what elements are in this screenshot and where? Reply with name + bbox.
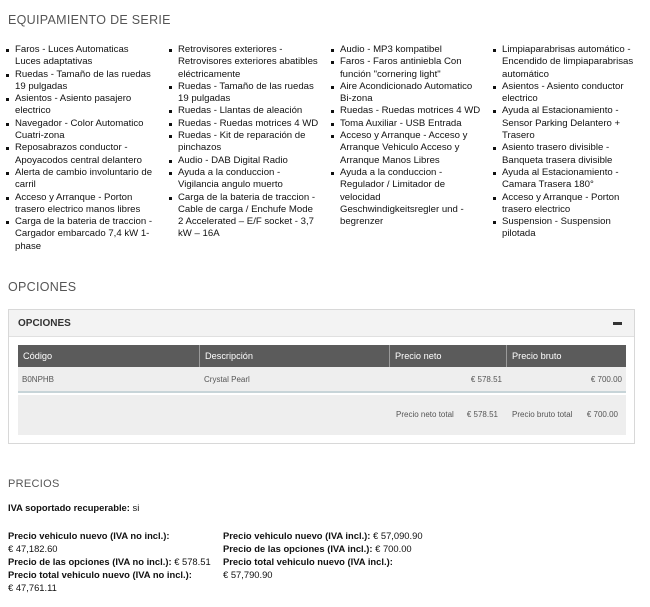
column-header-gross-price: Precio bruto	[506, 345, 626, 367]
equipment-item: Ayuda al Estacionamiento - Sensor Parking Delantero + Trasero	[493, 105, 643, 142]
equipment-item: Carga de la bateria de traccion - Cargador embarcado 7,4 kW 1-phase	[6, 216, 156, 253]
equipment-item: Ayuda al Estacionamiento - Camara Trasera 180°	[493, 167, 643, 192]
options-price-net-label: Precio de las opciones (IVA no incl.):	[8, 556, 172, 567]
options-price-gross-value: € 700.00	[375, 543, 412, 554]
gross-total-value: € 700.00	[586, 410, 618, 419]
options-panel-title: OPCIONES	[18, 318, 71, 329]
equipment-item: Asientos - Asiento conductor electrico	[493, 81, 643, 106]
options-table-footer	[18, 395, 626, 435]
option-net-price: € 578.51	[470, 375, 502, 384]
options-panel-header[interactable]	[9, 310, 634, 337]
equipment-item: Acceso y Arranque - Porton trasero electrico	[493, 192, 643, 217]
equipment-item: Audio - MP3 kompatibel	[331, 44, 481, 56]
equipment-item: Faros - Luces Automaticas Luces adaptativas	[6, 44, 156, 69]
equipment-item: Faros - Faros antiniebla Con función "cornering light"	[331, 56, 481, 81]
equipment-item: Acceso y Arranque - Acceso y Arranque Vehiculo Acceso y Arranque Manos Libres	[331, 130, 481, 167]
equipment-item: Toma Auxiliar - USB Entrada	[331, 118, 481, 130]
equipment-item: Retrovisores exteriores - Retrovisores exteriores abatibles eléctricamente	[169, 44, 319, 81]
total-price-net-label: Precio total vehiculo nuevo (IVA no incl.):	[8, 569, 192, 580]
vehicle-price-gross-label: Precio vehiculo nuevo (IVA incl.):	[223, 530, 371, 541]
equipment-column-2	[169, 44, 319, 241]
equipment-item: Suspension - Suspension pilotada	[493, 216, 643, 241]
equipment-item: Aire Acondicionado Automatico Bi-zona	[331, 81, 481, 106]
equipment-item: Limpiaparabrisas automático - Encendido de limpiaparabrisas automático	[493, 44, 643, 81]
equipment-item: Ruedas - Kit de reparación de pinchazos	[169, 130, 319, 155]
options-section-title: OPCIONES	[8, 280, 77, 294]
equipment-item: Alerta de cambio involuntario de carril	[6, 167, 156, 192]
equipment-item: Reposabrazos conductor - Apoyacodos central delantero	[6, 142, 156, 167]
total-price-gross-label: Precio total vehiculo nuevo (IVA incl.):	[223, 556, 393, 567]
total-price-gross-value: € 57,790.90	[223, 569, 273, 580]
vehicle-price-gross-value: € 57,090.90	[373, 530, 423, 541]
equipment-item: Ruedas - Ruedas motrices 4 WD	[331, 105, 481, 117]
equipment-item: Ruedas - Tamaño de las ruedas 19 pulgadas	[169, 81, 319, 106]
net-total-value: € 578.51	[466, 410, 498, 419]
options-table-header	[18, 345, 626, 367]
equipment-column-4	[493, 44, 643, 241]
equipment-item: Ruedas - Tamaño de las ruedas 19 pulgadas	[6, 69, 156, 94]
collapse-icon[interactable]	[613, 322, 622, 325]
equipment-column-3	[331, 44, 481, 228]
equipment-title: EQUIPAMIENTO DE SERIE	[8, 13, 171, 27]
equipment-item: Audio - DAB Digital Radio	[169, 155, 319, 167]
equipment-item: Ayuda a la conduccion - Regulador / Limitador de velocidad Geschwindigkeitsregler und -begrenzer	[331, 167, 481, 228]
options-price-gross-label: Precio de las opciones (IVA incl.):	[223, 543, 373, 554]
vat-recoverable	[8, 501, 139, 514]
vat-value: si	[132, 502, 140, 513]
column-header-net-price: Precio neto	[389, 345, 506, 367]
options-panel	[8, 309, 635, 444]
option-description: Crystal Pearl	[204, 375, 250, 384]
vat-label: IVA soportado recuperable:	[8, 502, 130, 513]
equipment-column-1	[6, 44, 156, 253]
equipment-item: Ayuda a la conduccion - Vigilancia angulo muerto	[169, 167, 319, 192]
equipment-item: Asientos - Asiento pasajero electrico	[6, 93, 156, 118]
prices-title: PRECIOS	[8, 478, 60, 490]
equipment-item: Carga de la bateria de traccion - Cable de carga / Enchufe Mode 2 Accelerated – E/F socket - 3,7 kW – 16A	[169, 192, 319, 241]
vehicle-price-net-value: € 47,182.60	[8, 543, 58, 554]
column-header-code: Código	[23, 351, 53, 361]
equipment-item: Ruedas - Ruedas motrices 4 WD	[169, 118, 319, 130]
equipment-item: Asiento trasero divisible - Banqueta trasera divisible	[493, 142, 643, 167]
table-row	[18, 367, 626, 393]
total-price-net-value: € 47,761.11	[8, 582, 57, 593]
prices-right-column	[223, 529, 483, 581]
gross-total-label: Precio bruto total	[512, 410, 573, 419]
net-total-label: Precio neto total	[396, 410, 454, 419]
equipment-item: Acceso y Arranque - Porton trasero electrico manos libres	[6, 192, 156, 217]
column-header-description: Descripción	[199, 345, 389, 367]
option-code: B0NPHB	[22, 375, 55, 384]
equipment-item: Navegador - Color Automatico Cuatri-zona	[6, 118, 156, 143]
prices-left-column	[8, 529, 223, 594]
options-price-net-value: € 578.51	[174, 556, 211, 567]
vehicle-price-net-label: Precio vehiculo nuevo (IVA no incl.):	[8, 530, 170, 541]
equipment-item: Ruedas - Llantas de aleación	[169, 105, 319, 117]
option-gross-price: € 700.00	[590, 375, 622, 384]
